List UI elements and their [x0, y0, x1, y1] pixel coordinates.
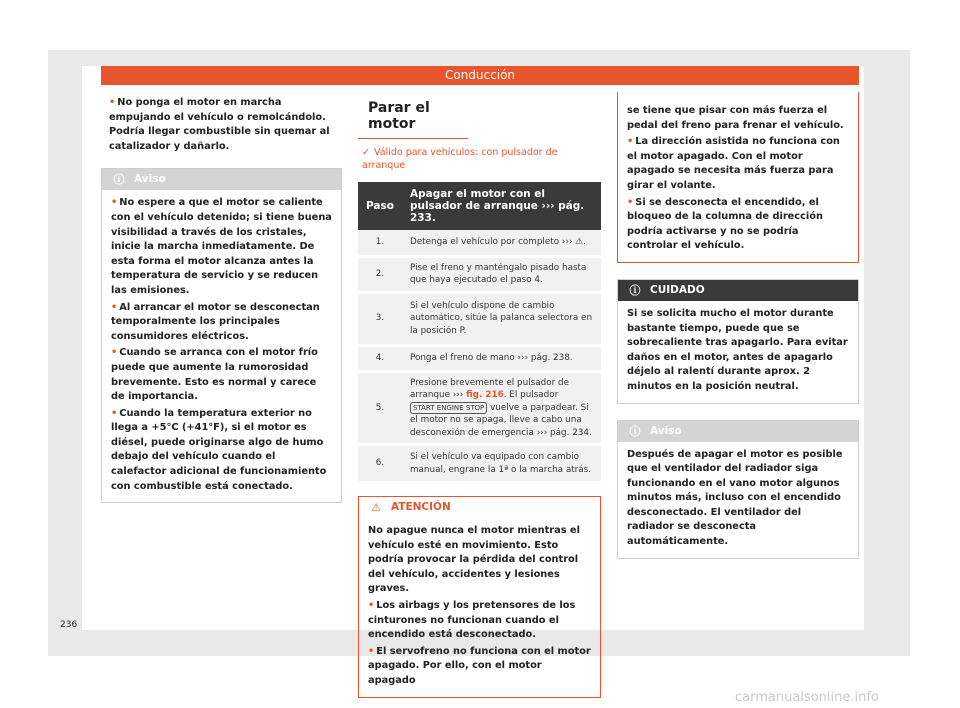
- step-text-part: Presione brevemente el pulsador de arranque ›››: [409, 377, 570, 400]
- step-text: Si el vehículo va equipado con cambio manual, engrane la 1ª o la marcha atrás.: [402, 445, 601, 483]
- step-text: Ponga el freno de mano ››› pág. 238.: [402, 345, 601, 371]
- atencion-item: [368, 599, 592, 643]
- table-row: [358, 292, 601, 345]
- start-engine-stop-key: START ENGINE STOP: [410, 402, 487, 414]
- continued-text: se tiene que pisar con más fuerza el pedal del freno para frenar el vehículo.: [627, 105, 844, 131]
- step-text: Si el vehículo dispone de cambio automático, sitúe la palanca selectora en la posición P.: [402, 292, 601, 345]
- aviso-item: [111, 407, 333, 495]
- atencion-title: ATENCIÓN: [391, 501, 451, 513]
- aviso-item: [111, 301, 333, 345]
- bullet-icon: •: [111, 347, 118, 359]
- column-2: [358, 92, 601, 698]
- atencion-item-text: El servofreno no funciona con el motor apagado. Por ello, con el motor apagado: [368, 645, 591, 686]
- table-header-row: [358, 182, 601, 230]
- cuidado-header: [618, 280, 858, 301]
- step-text-part: vuelve a parpadear. Si el motor no se apaga, lleve a cabo una desconexión de emergencia ››› pág. 234.: [409, 402, 592, 438]
- continued-item-text: La dirección asistida no funciona con el motor apagado. Con el motor apagado se necesita más fuerza para girar el volante.: [627, 136, 840, 191]
- atencion-body: [359, 518, 600, 697]
- bullet-icon: •: [111, 301, 118, 313]
- bullet-icon: •: [111, 197, 118, 209]
- validity-text: Válido para vehículos: con pulsador de arranque: [362, 147, 558, 171]
- bullet-icon: •: [627, 196, 634, 208]
- step-text-part: . El pulsador: [503, 390, 559, 400]
- intro-text: No ponga el motor en marcha empujando el vehículo o remolcándolo. Podría llegar combustible sin quemar al catalizador y dañarlo.: [109, 97, 330, 152]
- aviso-header: [102, 169, 341, 190]
- steps-table: [358, 182, 601, 484]
- cuidado-title: CUIDADO: [650, 283, 705, 296]
- header-description: Apagar el motor con el pulsador de arranque ››› pág. 233.: [402, 182, 601, 230]
- aviso-body: [102, 190, 341, 502]
- caution-icon: ⓘ: [629, 283, 641, 297]
- warning-icon: ⚠: [371, 501, 381, 514]
- aviso-body: [618, 442, 858, 558]
- step-text: Pise el freno y manténgalo pisado hasta que haya ejecutado el paso 4.: [402, 256, 601, 292]
- table-row: [358, 445, 601, 483]
- step-text: Detenga el vehículo por completo ››› ⚠.: [402, 230, 601, 256]
- chapter-header: Conducción: [101, 66, 859, 85]
- aviso-item: [111, 346, 333, 404]
- step-number: 5.: [358, 371, 402, 445]
- bullet-icon: •: [111, 407, 118, 419]
- aviso-box: [101, 168, 342, 503]
- step-number: 2.: [358, 256, 402, 292]
- figure-link[interactable]: fig. 216: [466, 390, 504, 400]
- atencion-item: [368, 645, 592, 689]
- aviso-item-text: Al arrancar el motor se desconectan temporalmente los principales consumidores eléctricos.: [111, 301, 320, 342]
- aviso-item-text: No espere a que el motor se caliente con el vehículo detenido; si tiene buena visibilidad a través de los cristales, inicie la marcha inmediatamente. De esta forma el motor alcanza antes la temperatura de servicio y se reducen las emisiones.: [111, 197, 332, 296]
- table-row: [358, 256, 601, 292]
- table-row: [358, 230, 601, 256]
- cuidado-box: [617, 279, 859, 404]
- atencion-continued-body: [618, 92, 858, 262]
- cuidado-body: [618, 301, 858, 403]
- column-1: [101, 92, 342, 503]
- atencion-box: [358, 496, 601, 698]
- column-3: [617, 92, 859, 559]
- cuidado-text: Si se solicita mucho el motor durante bastante tiempo, puede que se sobrecaliente tras apagarlo. Para evitar daños en el motor, antes de apagarlo déjelo al ralentí durante aprox. 2 minutos en la posición neutral.: [627, 307, 848, 392]
- step-number: 1.: [358, 230, 402, 256]
- atencion-item-text: Los airbags y los pretensores de los cinturones no funcionan cuando el encendido está desconectado.: [368, 599, 576, 641]
- continued-item: [627, 196, 850, 254]
- table-row: [358, 345, 601, 371]
- continued-item: [627, 135, 850, 193]
- validity-note: [358, 139, 601, 172]
- bullet-icon: •: [368, 645, 375, 657]
- aviso-item-text: Cuando la temperatura exterior no llega a +5°C (+41°F), si el motor es diésel, puede originarse algo de humo debajo del vehículo cuando el calefactor adicional de funcionamiento con combustible está conectado.: [111, 407, 327, 492]
- step-number: 4.: [358, 345, 402, 371]
- intro-bullet: [101, 92, 342, 154]
- aviso-title: Aviso: [134, 173, 166, 186]
- step-number: 3.: [358, 292, 402, 345]
- info-icon: ⓘ: [629, 424, 641, 438]
- bullet-icon: •: [368, 599, 375, 611]
- atencion-continued-box: [617, 92, 859, 263]
- table-row: [358, 371, 601, 445]
- info-icon: ⓘ: [113, 173, 125, 187]
- aviso-item-text: Cuando se arranca con el motor frío puede que aumente la rumorosidad brevemente. Esto es normal y carece de importancia.: [111, 347, 318, 403]
- atencion-text: No apague nunca el motor mientras el vehículo esté en movimiento. Esto podría provocar la pérdida del control del vehículo, accidentes y lesiones graves.: [368, 525, 580, 595]
- continued-item-text: Si se desconecta el encendido, el bloqueo de la columna de dirección podría activarse y no se podría controlar el vehículo.: [627, 196, 823, 252]
- aviso-title: Aviso: [650, 424, 682, 437]
- aviso-text: Después de apagar el motor es posible que el ventilador del radiador siga funcionando en el vano motor algunos minutos más, incluso con el encendido desconectado. El ventilador del radiador se desconecta automáticamente.: [627, 448, 843, 548]
- page-number: 236: [60, 620, 78, 630]
- section-title: Parar el motor: [358, 92, 468, 139]
- step-number: 6.: [358, 445, 402, 483]
- atencion-header: [359, 497, 600, 518]
- aviso-box-2: [617, 420, 859, 559]
- bullet-icon: •: [109, 97, 116, 108]
- header-paso: Paso: [358, 182, 402, 230]
- bullet-icon: •: [627, 136, 634, 148]
- aviso-header: [618, 421, 858, 442]
- aviso-item: [111, 196, 333, 298]
- checkmark-icon: ✓: [362, 147, 370, 158]
- step-text: [402, 371, 601, 445]
- watermark: carmanualsonline.info: [735, 690, 879, 705]
